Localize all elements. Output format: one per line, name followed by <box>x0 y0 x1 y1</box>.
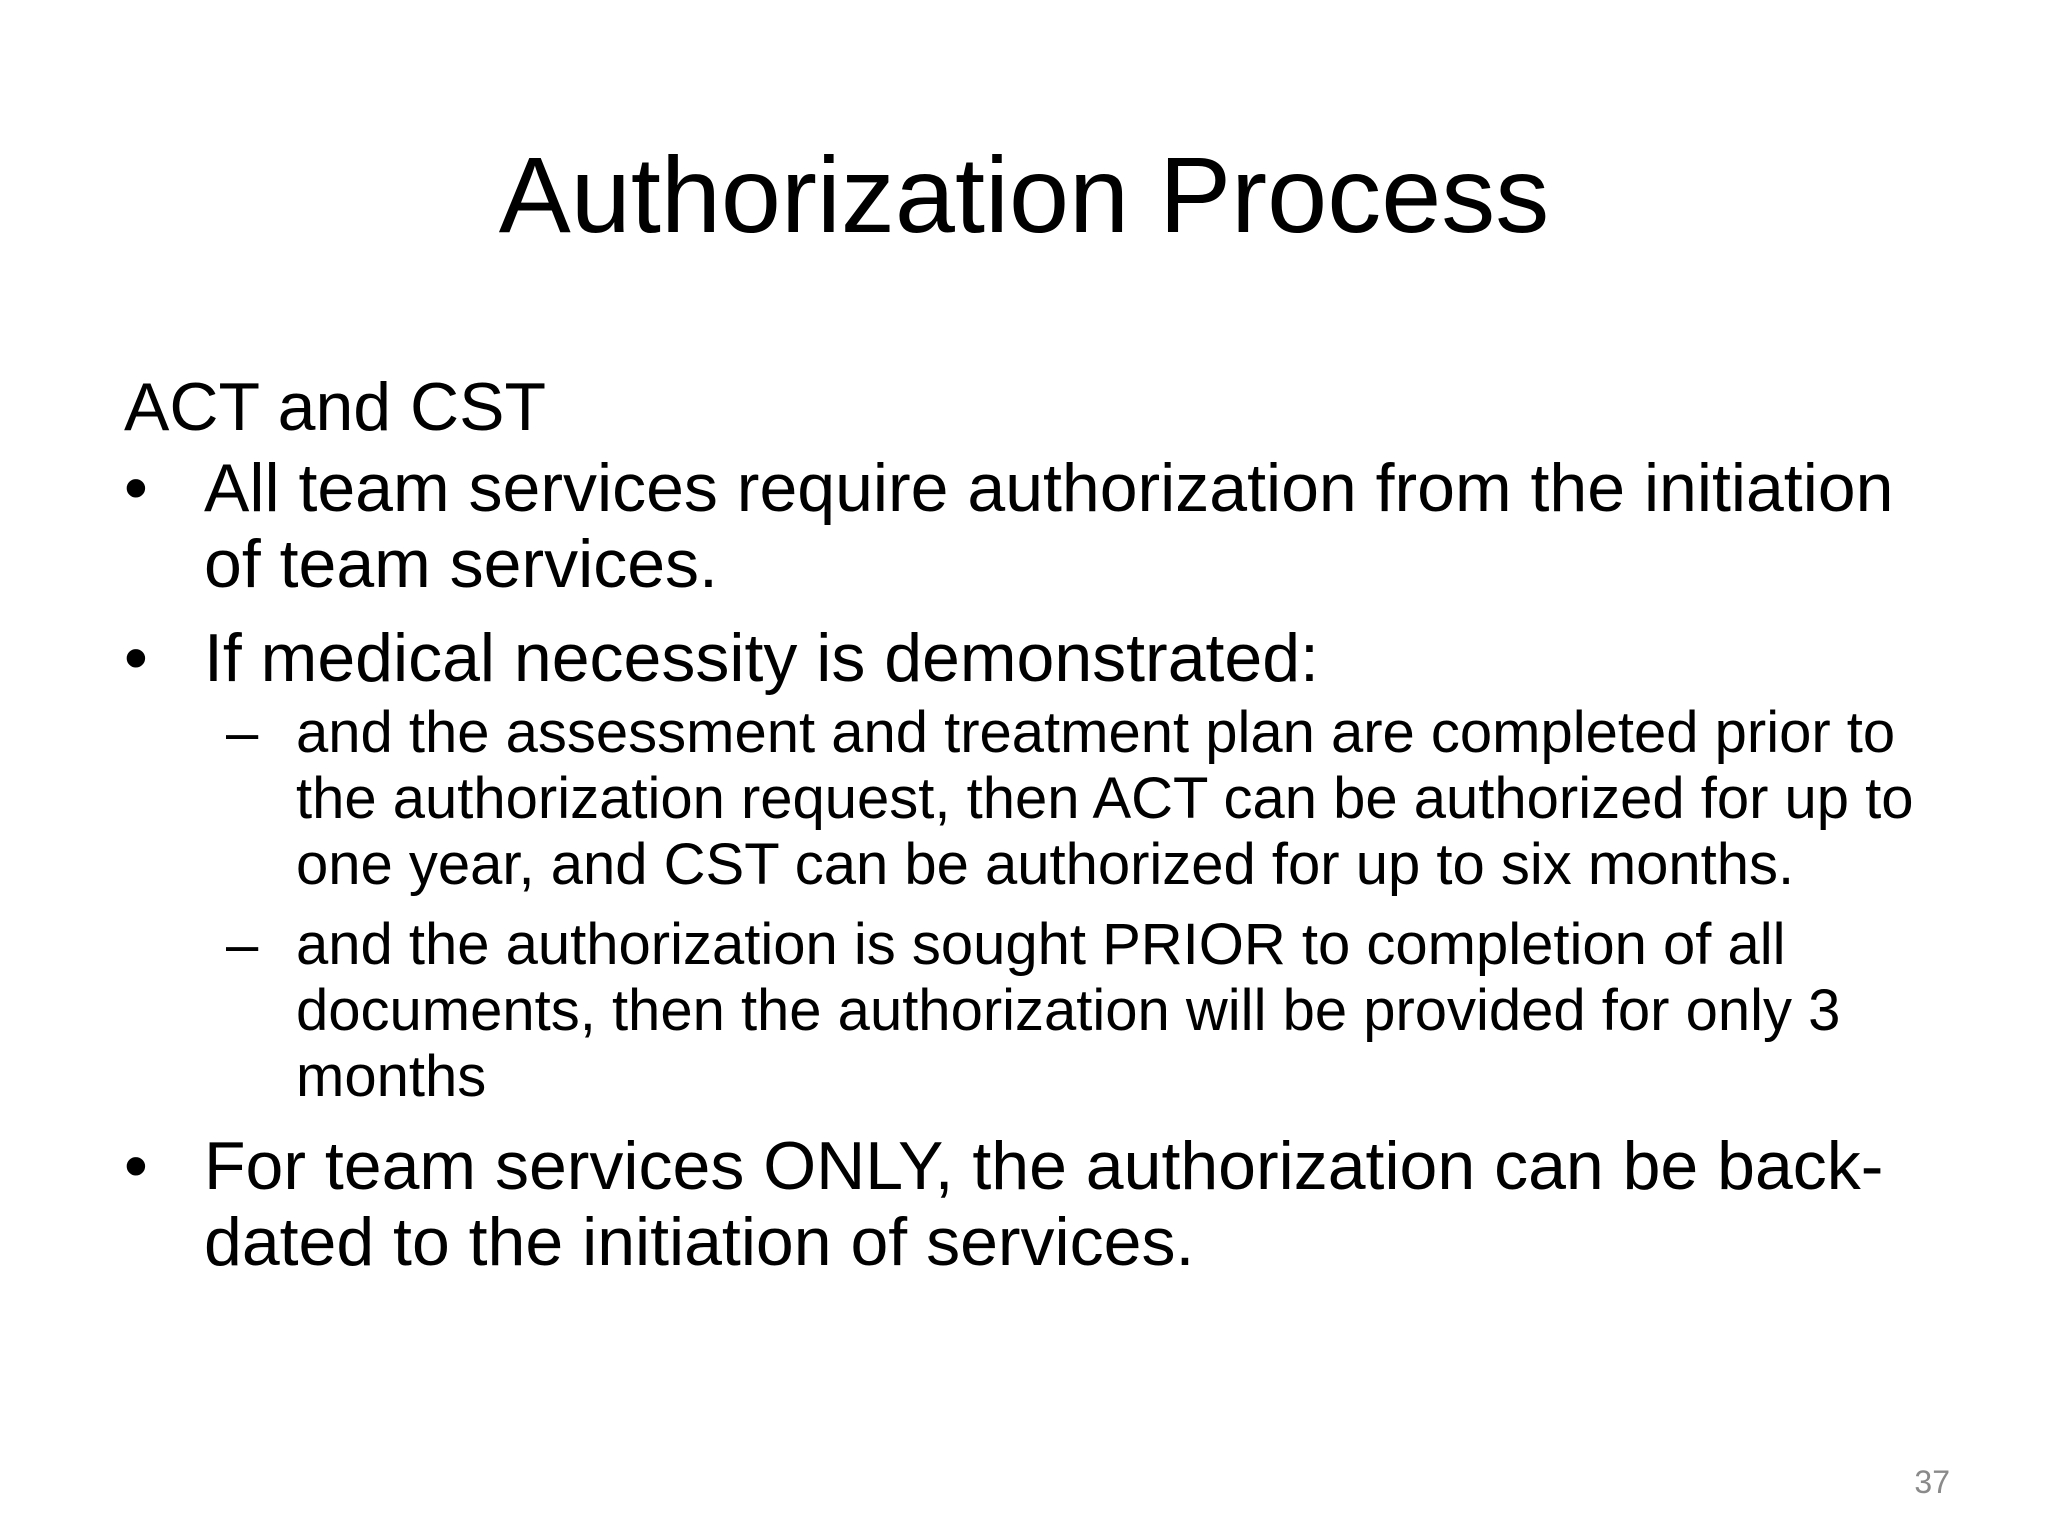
bullet-marker: • <box>124 450 148 526</box>
sub-bullet-text: and the assessment and treatment plan are completed prior to the authorization request, then ACT can be authorized for up to one year, and CST can be authorized for up to six months. <box>296 700 1914 897</box>
sub-bullet-item <box>124 700 1944 898</box>
bullet-text: If medical necessity is demonstrated: <box>204 620 1319 696</box>
bullet-text: All team services require authorization from the initiation of team services. <box>204 450 1894 602</box>
bullet-item <box>124 1128 1944 1280</box>
sub-bullet-marker: – <box>226 912 259 977</box>
slide-title: Authorization Process <box>498 134 1550 255</box>
sub-bullet-item <box>124 912 1944 1110</box>
bullet-marker: • <box>124 620 148 696</box>
section-label: ACT and CST <box>124 369 547 445</box>
slide-body <box>124 366 1944 1298</box>
sub-bullet-text: and the authorization is sought PRIOR to completion of all documents, then the authorization will be provided for only 3 months <box>296 912 1841 1109</box>
bullet-text: For team services ONLY, the authorization can be back-dated to the initiation of services. <box>204 1128 1884 1280</box>
bullet-item <box>124 620 1944 1110</box>
sub-list <box>204 700 1944 1110</box>
bullet-item <box>124 450 1944 602</box>
sub-bullet-marker: – <box>226 700 259 765</box>
page-number: 37 <box>1914 1464 1950 1500</box>
bullet-marker: • <box>124 1128 148 1204</box>
